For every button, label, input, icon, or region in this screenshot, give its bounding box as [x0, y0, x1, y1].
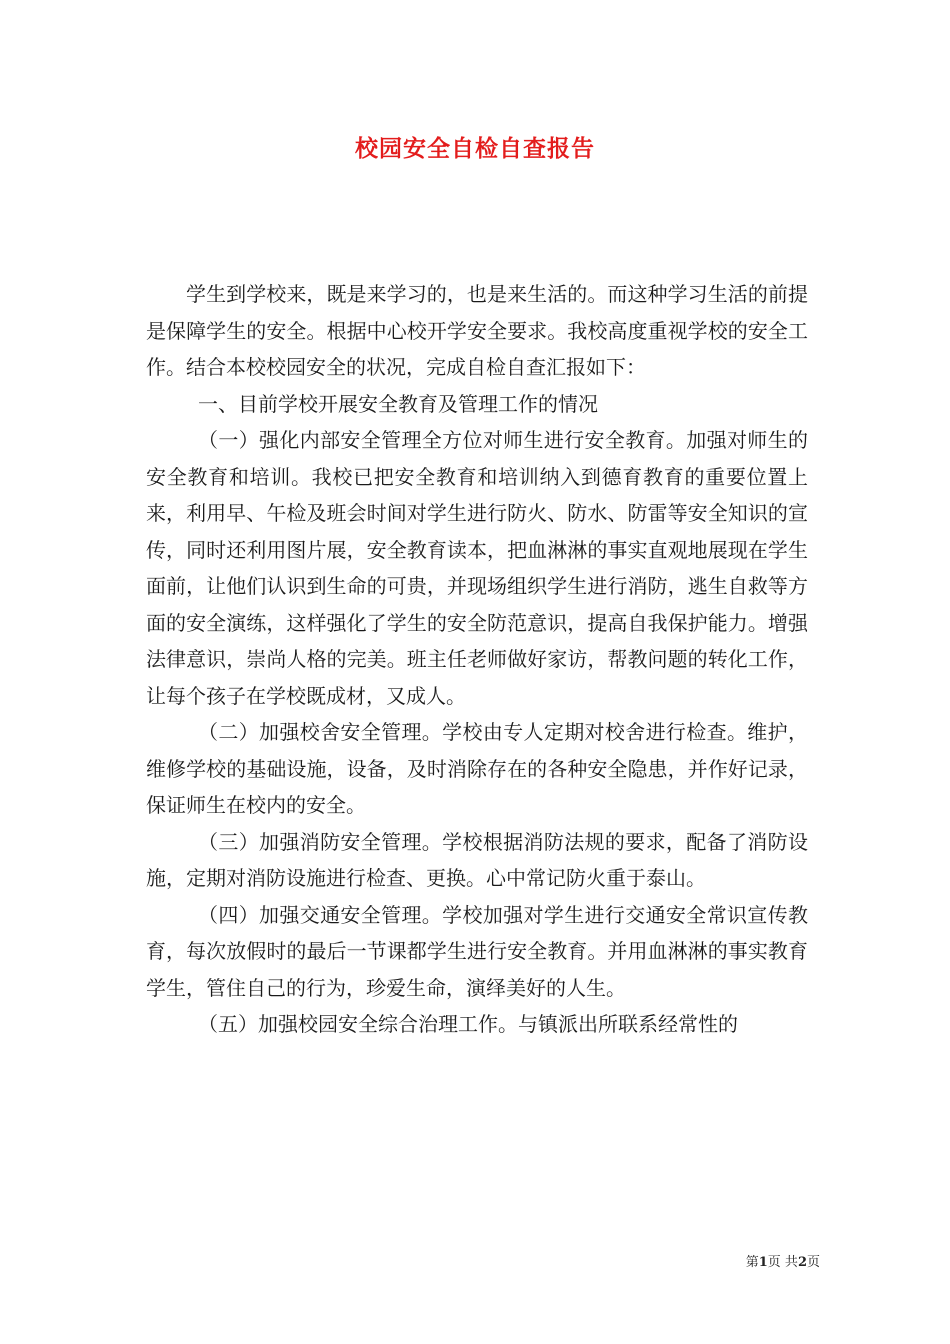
section-heading: 一、目前学校开展安全教育及管理工作的情况 — [198, 391, 598, 416]
document-title: 校园安全自检自查报告 — [355, 136, 595, 162]
page-number — [700, 1251, 820, 1270]
intro-paragraph: 学生到学校来，既是来学习的，也是来生活的。而这种学习生活的前提是保障学生的安全。根据中心校开学安全要求。我校高度重视学校的安全工作。结合本校校园安全的状况，完成自检自查汇报如下： — [146, 282, 808, 379]
item-paragraph-2: （二）加强校舍安全管理。学校由专人定期对校舍进行检查。维护，维修学校的基础设施，设备，及时消除存在的各种安全隐患，并作好记录，保证师生在校内的安全。 — [146, 720, 808, 817]
item-paragraph-5: （五）加强校园安全综合治理工作。与镇派出所联系经常性的 — [198, 1012, 738, 1036]
item-paragraph-1: （一）强化内部安全管理全方位对师生进行安全教育。加强对师生的安全教育和培训。我校已把安全教育和培训纳入到德育教育的重要位置上来，利用早、午检及班会时间对学生进行防火、防水、防雷等安全知识的宣传，同时还利用图片展，安全教育读本，把血淋淋的事实直观地展现在学生面前，让他们认识到生命的可贵，并现场组织学生进行消防，逃生自救等方面的安全演练，这样强化了学生的安全防范意识，提高自我保护能力。增强法律意识，崇尚人格的完美。班主任老师做好家访，帮教问题的转化工作，让每个孩子在学校既成材，又成人。 — [146, 428, 808, 708]
page-middle: 页 共 — [767, 1255, 798, 1270]
item-paragraph-3: （三）加强消防安全管理。学校根据消防法规的要求，配备了消防设施，定期对消防设施进行检查、更换。心中常记防火重于泰山。 — [146, 829, 808, 890]
page-suffix: 页 — [806, 1255, 820, 1270]
total-pages: 2 — [797, 1255, 807, 1270]
document-body — [146, 276, 808, 1043]
item-paragraph-4: （四）加强交通安全管理。学校加强对学生进行交通安全常识宣传教育，每次放假时的最后一节课都学生进行安全教育。并用血淋淋的事实教育学生，管住自己的行为，珍爱生命，演绎美好的人生。 — [146, 902, 808, 1000]
page-prefix: 第 — [745, 1255, 759, 1270]
current-page: 1 — [758, 1255, 768, 1270]
